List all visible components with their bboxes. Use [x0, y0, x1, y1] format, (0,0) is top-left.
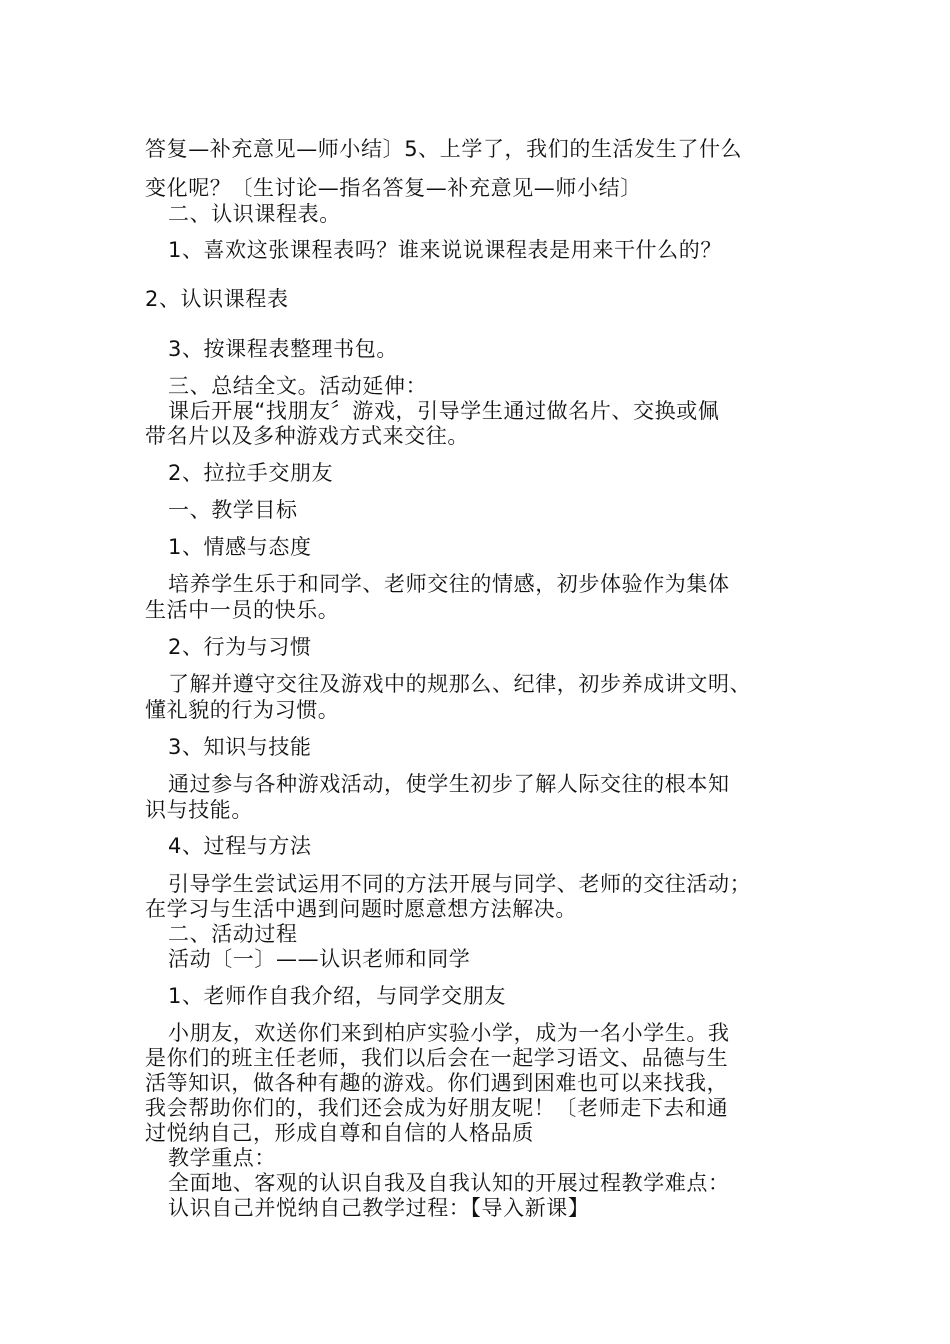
- text-line: 懂礼貌的行为习惯。: [145, 698, 340, 722]
- text-line: 2、拉拉手交朋友: [168, 461, 334, 485]
- text-line: 2、认识课程表: [145, 287, 289, 311]
- subheading: 活动〔一〕——认识老师和同学: [168, 947, 471, 971]
- text-line: 1、老师作自我介绍，与同学交朋友: [168, 984, 506, 1008]
- section-heading: 一、教学目标: [168, 498, 298, 522]
- text-line: 全面地、客观的认识自我及自我认知的开展过程教学难点：: [168, 1171, 730, 1195]
- text-line: 我会帮助你们的，我们还会成为好朋友呢！〔老师走下去和通: [145, 1096, 729, 1120]
- section-heading: 教学重点：: [168, 1146, 276, 1170]
- text-line: 过悦纳自己，形成自尊和自信的人格品质: [145, 1121, 534, 1145]
- subheading: 4、过程与方法: [168, 834, 312, 858]
- text-line: 了解并遵守交往及游戏中的规那么、纪律，初步养成讲文明、: [168, 672, 752, 696]
- text-line: 引导学生尝试运用不同的方法开展与同学、老师的交往活动；: [168, 872, 752, 896]
- section-heading: 二、活动过程: [168, 922, 298, 946]
- text-line: 带名片以及多种游戏方式来交往。: [145, 424, 469, 448]
- text-line: 课后开展“找朋友〞游戏，引导学生通过做名片、交换或佩: [168, 399, 720, 423]
- text-line: 活等知识，做各种有趣的游戏。你们遇到困难也可以来找我，: [145, 1071, 729, 1095]
- text-line: 3、按课程表整理书包。: [168, 337, 398, 361]
- text-line: 小朋友，欢送你们来到柏庐实验小学，成为一名小学生。我: [168, 1021, 730, 1045]
- text-line: 培养学生乐于和同学、老师交往的情感，初步体验作为集体: [168, 572, 730, 596]
- text-line: 1、喜欢这张课程表吗？谁来说说课程表是用来干什么的？: [168, 238, 722, 262]
- text-line: 答复—补充意见—师小结〕5、上学了，我们的生活发生了什么: [145, 137, 743, 161]
- subheading: 3、知识与技能: [168, 735, 312, 759]
- subheading: 2、行为与习惯: [168, 635, 312, 659]
- text-line: 识与技能。: [145, 798, 253, 822]
- text-line: 变化呢？〔生讨论—指名答复—补充意见—师小结〕: [145, 176, 642, 200]
- text-line: 认识自己并悦纳自己教学过程：【导入新课】: [168, 1196, 590, 1220]
- text-line: 通过参与各种游戏活动，使学生初步了解人际交往的根本知: [168, 772, 730, 796]
- text-line: 在学习与生活中遇到问题时愿意想方法解决。: [145, 897, 577, 921]
- text-line: 是你们的班主任老师，我们以后会在一起学习语文、品德与生: [145, 1046, 729, 1070]
- subheading: 1、情感与态度: [168, 535, 312, 559]
- section-heading: 三、总结全文。活动延伸：: [168, 374, 428, 398]
- text-line: 生活中一员的快乐。: [145, 598, 340, 622]
- section-heading: 二、认识课程表。: [168, 202, 341, 226]
